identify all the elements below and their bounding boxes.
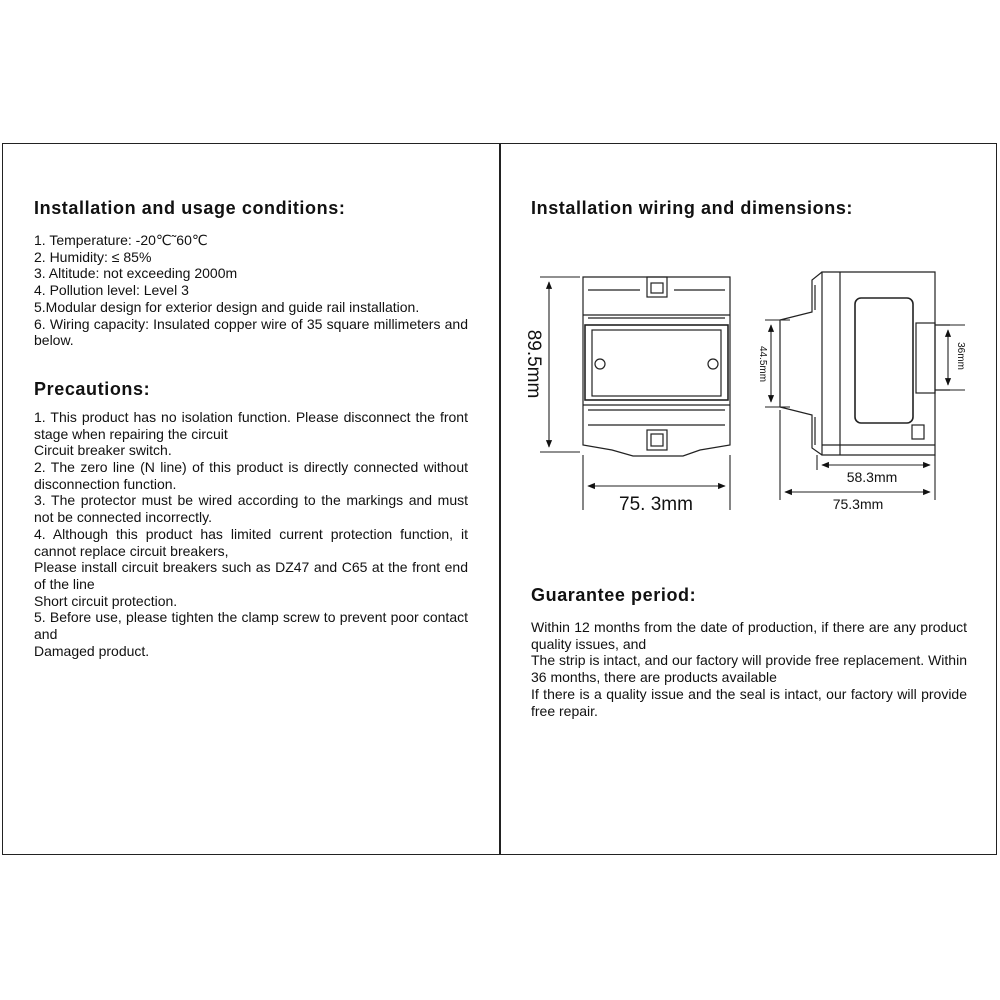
precaution-line: 4. Although this product has limited current protection function, it cannot replace circuit breakers, xyxy=(34,525,468,559)
wiring-dimensions-section xyxy=(523,196,967,550)
height-label: 89.5mm xyxy=(523,329,544,399)
side-depth-label: 58.3mm xyxy=(846,469,898,485)
side-view xyxy=(780,272,950,455)
precautions-section xyxy=(34,377,468,660)
side-width-label: 75.3mm xyxy=(832,496,884,512)
right-column xyxy=(523,196,967,550)
condition-item: 1. Temperature: -20℃˜60℃ xyxy=(34,232,208,248)
wiring-dimensions-title: Installation wiring and dimensions: xyxy=(531,198,854,218)
guarantee-line: The strip is intact, and our factory will provide free replacement. Within 36 months, there are products available xyxy=(531,652,967,686)
precautions-list xyxy=(34,409,468,660)
front-width-label: 75. 3mm xyxy=(619,494,693,515)
column-divider xyxy=(499,143,501,855)
front-height-dimension xyxy=(540,277,580,452)
dimension-drawing-svg xyxy=(523,220,973,540)
installation-conditions-title: Installation and usage conditions: xyxy=(34,198,346,218)
precaution-line: Short circuit protection. xyxy=(34,592,178,609)
precaution-line: Please install circuit breakers such as DZ47 and C65 at the front end of the line xyxy=(34,559,468,592)
condition-item: 3. Altitude: not exceeding 2000m xyxy=(34,265,238,282)
precaution-line: 1. This product has no isolation function. Please disconnect the front stage when repairing the circuit xyxy=(34,408,468,442)
precaution-line: 5. Before use, please tighten the clamp screw to prevent poor contact and xyxy=(34,609,468,643)
dimension-drawing xyxy=(523,220,967,550)
guarantee-text xyxy=(531,619,967,719)
precaution-line: 3. The protector must be wired according to the markings and must not be connected incorrectly. xyxy=(34,492,468,526)
condition-item: 2. Humidity: ≤ 85% xyxy=(34,248,152,265)
rail-height-label: 44.5mm xyxy=(757,345,768,383)
guarantee-line: Within 12 months from the date of production, if there are any product quality issues, and xyxy=(531,619,967,652)
precautions-title: Precautions: xyxy=(34,378,151,399)
guarantee-section xyxy=(531,583,967,719)
guarantee-line: If there is a quality issue and the seal is intact, our factory will provide free repair. xyxy=(531,685,967,719)
precaution-line: 2. The zero line (N line) of this product is directly connected without disconnection function. xyxy=(34,459,468,492)
condition-item: 4. Pollution level: Level 3 xyxy=(34,282,189,299)
front-view xyxy=(583,277,730,456)
precaution-line: Circuit breaker switch. xyxy=(34,442,172,459)
left-column xyxy=(34,196,468,659)
precaution-line: Damaged product. xyxy=(34,642,150,659)
condition-item: 6. Wiring capacity: Insulated copper wire of 35 square millimeters and below. xyxy=(34,315,468,349)
condition-item: 5.Modular design for exterior design and guide rail installation. xyxy=(34,298,420,315)
clip-height-label: 36mm xyxy=(955,342,966,370)
installation-conditions-list xyxy=(34,232,468,349)
guarantee-title: Guarantee period: xyxy=(531,585,697,605)
installation-conditions-section xyxy=(34,196,468,349)
